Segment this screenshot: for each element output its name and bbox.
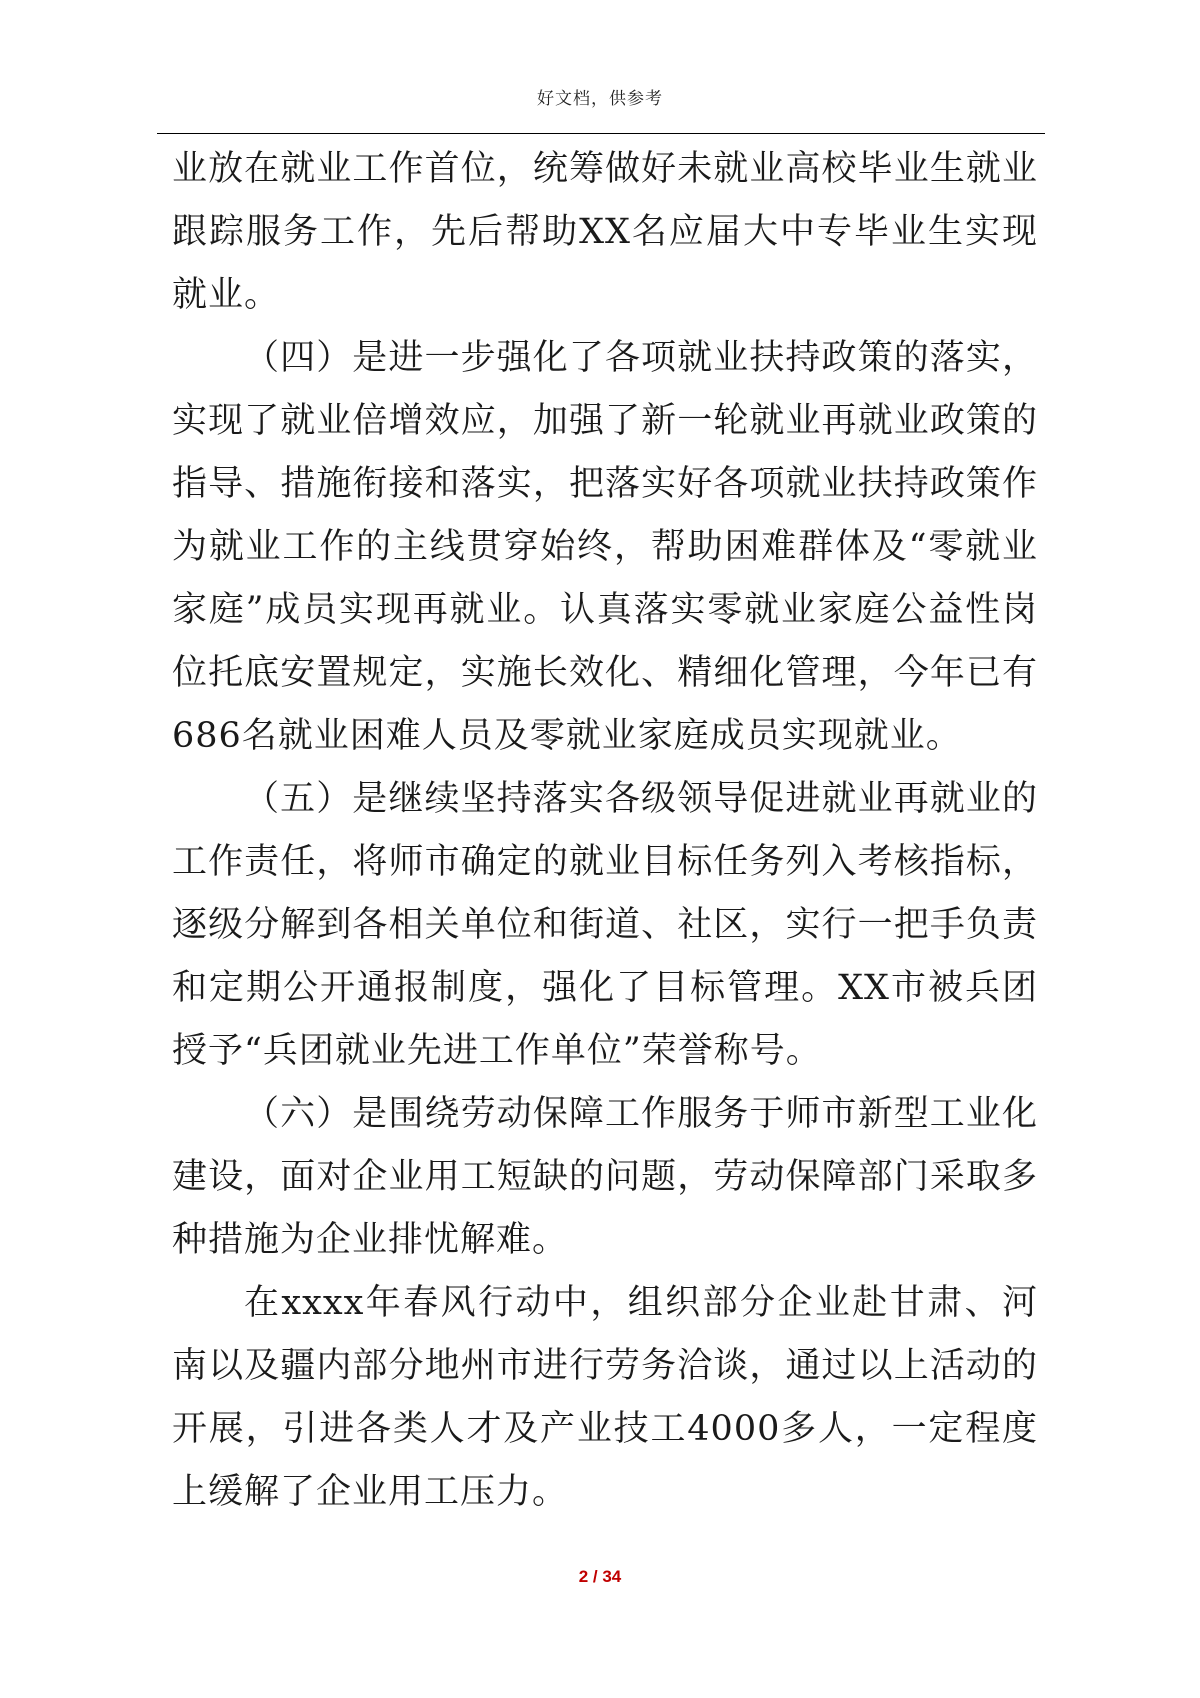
paragraph-five: （五）是继续坚持落实各级领导促进就业再就业的工作责任，将师市确定的就业目标任务列入考核指标，逐级分解到各相关单位和街道、社区，实行一把手负责和定期公开通报制度，强化了目标管理。XX市被兵团授予“兵团就业先进工作单位”荣誉称号。 bbox=[172, 779, 1038, 1071]
page-header: 好文档，供参考 bbox=[537, 89, 663, 109]
header-divider bbox=[157, 133, 1045, 134]
page-number: 2 / 34 bbox=[578, 1567, 622, 1586]
paragraph-four: （四）是进一步强化了各项就业扶持政策的落实，实现了就业倍增效应，加强了新一轮就业再就业政策的指导、措施衔接和落实，把落实好各项就业扶持政策作为就业工作的主线贯穿始终，帮助困难群体及“零就业家庭”成员实现再就业。认真落实零就业家庭公益性岗位托底安置规定，实施长效化、精细化管理，今年已有686名就业困难人员及零就业家庭成员实现就业。 bbox=[172, 338, 1038, 756]
paragraph-spring-action: 在xxxx年春风行动中，组织部分企业赴甘肃、河南以及疆内部分地州市进行劳务洽谈，通过以上活动的开展，引进各类人才及产业技工4000多人，一定程度上缓解了企业用工压力。 bbox=[172, 1283, 1038, 1512]
paragraph-six: （六）是围绕劳动保障工作服务于师市新型工业化建设，面对企业用工短缺的问题，劳动保障部门采取多种措施为企业排忧解难。 bbox=[172, 1094, 1038, 1260]
paragraph-continued: 业放在就业工作首位，统筹做好未就业高校毕业生就业跟踪服务工作，先后帮助XX名应届大中专毕业生实现就业。 bbox=[172, 149, 1038, 315]
document-body bbox=[172, 138, 1038, 1524]
